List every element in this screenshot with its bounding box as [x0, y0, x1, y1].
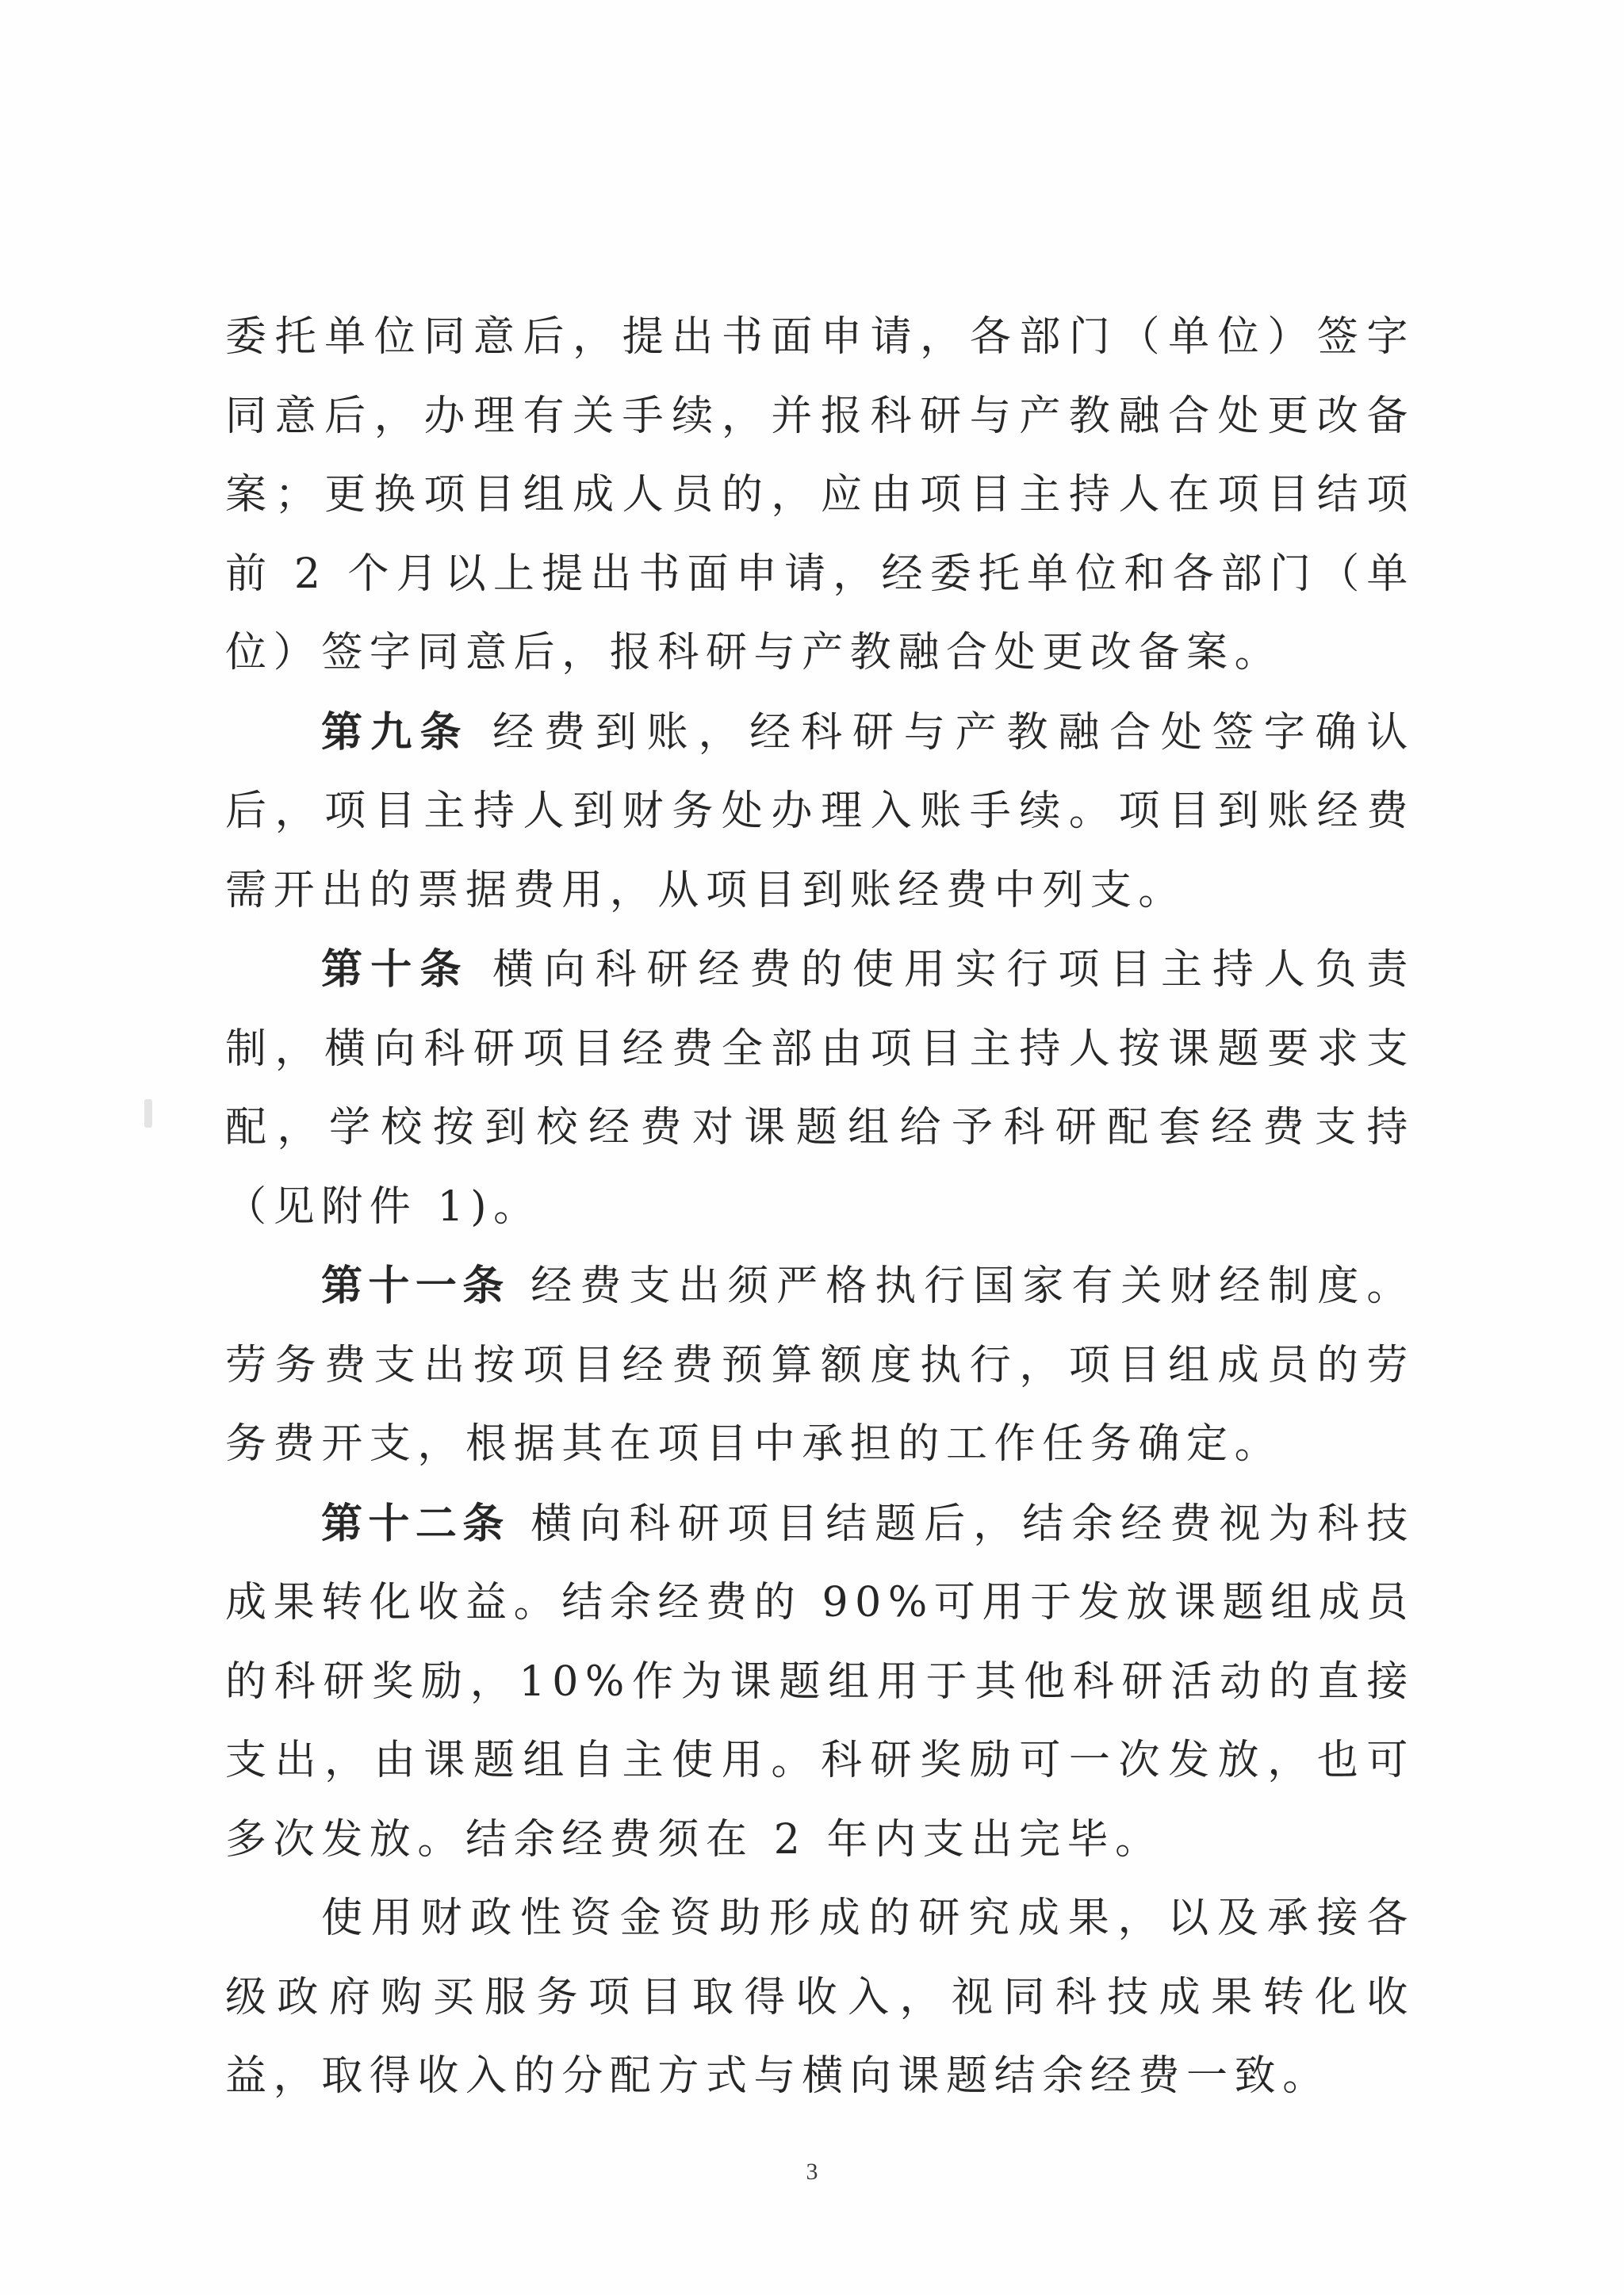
- article-12: [225, 1485, 1415, 1880]
- scan-artifact: [144, 1099, 152, 1128]
- article-heading: 第九条: [321, 707, 469, 757]
- paragraph-fiscal-funds: [225, 1879, 1415, 2117]
- article-text: 经费支出须严格执行国家有关财经制度。劳务费支出按项目经费预算额度执行，项目组成员的劳务费开支，根据其在项目中承担的工作任务确定。: [225, 1262, 1415, 1468]
- page-number: 3: [806, 2159, 818, 2185]
- article-text: 横向科研经费的使用实行项目主持人负责制，横向科研项目经费全部由项目主持人按课题要求支配，学校按到校经费对课题组给予科研配套经费支持（见附件 1)。: [225, 946, 1415, 1231]
- article-11: [225, 1247, 1415, 1485]
- article-text: 经费到账，经科研与产教融合处签字确认后，项目主持人到财务处办理入账手续。项目到账经费需开出的票据费用，从项目到账经费中列支。: [225, 708, 1415, 914]
- article-9: [225, 693, 1415, 931]
- article-text: 横向科研项目结题后，结余经费视为科技成果转化收益。结余经费的 90%可用于发放课题组成员的科研奖励，10%作为课题组用于其他科研活动的直接支出，由课题组自主使用。科研奖励可一次发放，也可多次发放。结余经费须在 2 年内支出完毕。: [225, 1500, 1415, 1864]
- paragraph-text: 委托单位同意后，提出书面申请，各部门（单位）签字同意后，办理有关手续，并报科研与产教融合处更改备案；更换项目组成人员的，应由项目主持人在项目结项前 2 个月以上提出书面申请，经委托单位和各部门（单位）签字同意后，报科研与产教融合处更改备案。: [225, 313, 1415, 676]
- document-body: [225, 298, 1415, 2117]
- article-heading: 第十条: [321, 945, 469, 994]
- article-10: [225, 930, 1415, 1247]
- paragraph-continuation: [225, 298, 1415, 693]
- article-heading: 第十一条: [321, 1262, 510, 1310]
- paragraph-text: 使用财政性资金资助形成的研究成果，以及承接各级政府购买服务项目取得收入，视同科技成果转化收益，取得收入的分配方式与横向课题结余经费一致。: [225, 1895, 1415, 2100]
- article-heading: 第十二条: [321, 1499, 510, 1548]
